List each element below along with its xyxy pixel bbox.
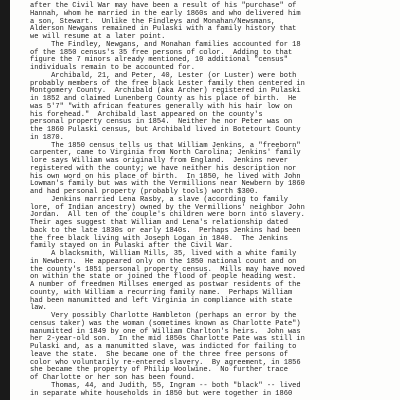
text-line: individuals remain to be accounted for.: [30, 64, 195, 72]
text-line: she became the property of Philip Woolwine. No further trace: [30, 366, 288, 375]
text-line: of Charlotte or her son has been found.: [30, 374, 195, 382]
text-line: Lowman's family but was with the Vermillions near Newbern by 1860: [30, 180, 305, 189]
text-line: Pulaski and, as a manumitted slave, was indicted for failing to: [30, 343, 297, 351]
text-line: the county's 1851 personal property census. Mills may have moved: [30, 265, 305, 274]
text-line: color who voluntarily re-entered slavery. By agreement, in 1856: [30, 358, 301, 367]
text-line: in Newbern. He appeared only on the 1850 national count and on: [30, 257, 297, 266]
text-line: the free black living with Joseph Logan in 1840. The Jenkins: [30, 234, 288, 243]
text-line: leave the state. She became one of the three free persons of: [30, 350, 288, 359]
text-line: Alderson Newgans remained in Pulaski with a family history that: [30, 25, 297, 34]
text-line: and had personal property (probably tools) worth $300.: [30, 188, 259, 196]
text-line: Jenkins married Lena Rasby, a slave (according to family: [30, 195, 288, 204]
text-line: in 1852 and claimed Lunenberg County as his place of birth. He: [30, 95, 297, 103]
text-line: family stayed on in Pulaski after the Civil War.: [30, 242, 233, 251]
text-line: registered with the county; we have neither his description nor: [30, 164, 297, 173]
text-line: Jordan. All ten of the couple's children were born into slavery.: [30, 211, 305, 220]
text-line: his forehead." Archibald last appeared on the county's: [30, 110, 263, 119]
text-line: Thomas, 44, and Judith, 55, Ingram -- both "black" -- lived: [30, 381, 301, 390]
text-line: back to the late 1830s or early 1840s. Perhaps Jenkins had been: [30, 226, 301, 235]
text-line: after the Civil War may have been a result of his "purchase" of: [30, 2, 297, 10]
text-line: census taker) was the woman (sometimes known as Charlotte Pate"): [30, 319, 301, 328]
text-line: lore, of Indian ancestry) owned by the Vermillions' neighbor John: [30, 203, 305, 212]
text-line: personal property census in 1854. Neither he nor Peter was on: [30, 118, 293, 127]
text-line: Their ages suggest that William and Lena's relationship dated: [30, 219, 288, 227]
text-line: A blacksmith, William Mills, 35, lived with a white family: [30, 250, 297, 258]
text-line: her 2-year-old son. In the mid 1850s Charlotte Pate was still in: [30, 335, 305, 344]
text-line: law.: [30, 304, 47, 313]
text-line: Montgomery County. Archibald (aka Archer) registered in Pulaski: [30, 87, 301, 96]
text-line: manumitted in 1849 by one of William Charlton's heirs. John was: [30, 327, 301, 336]
text-line: on within the state or joined the flood of people heading west.: [30, 273, 297, 282]
text-line: figure the 7 minors already mentioned, 10 additional "census": [30, 56, 288, 65]
text-line: The Findley, Newgans, and Monahan families accounted for 18: [30, 40, 301, 49]
text-line: Archibald, 21, and Peter, 40, Lester (or Luster) were both: [30, 71, 297, 80]
text-line: of the 1850 census's 35 free persons of color. Adding to that: [30, 48, 293, 57]
text-line: the 1860 Pulaski census, but Archibald lived in Botetourt County: [30, 126, 301, 134]
text-line: had been manumitted and left Virginia in compliance with state: [30, 296, 293, 305]
text-line: in 1870.: [30, 133, 64, 142]
text-line: was 5'7" "with african features generally with his hair low on: [30, 102, 293, 111]
document-body: [30, 3, 400, 398]
text-line: Hannah, whom he married in the early 1860s and who delivered him: [30, 9, 301, 18]
text-line: carpenter, came to Virginia from North Carolina; Jenkins' family: [30, 149, 301, 158]
text-line: Very possibly Charlotte Hambleton (perhaps an error by the: [30, 312, 297, 320]
text-line: a son, Stewart. Unlike the Findleys and Monahan/Newsmans,: [30, 17, 276, 26]
text-line: his own word on his place of birth. In 1850, he lived with John: [30, 172, 301, 181]
text-line: lore says William was originally from England. Jenkins never: [30, 157, 288, 165]
text-line: we will resume at a later point.: [30, 33, 166, 41]
text-line: The 1850 census tells us that William Jenkins, a "freeborn": [30, 141, 301, 150]
text-line: probably members of the free black Lester family then centered in: [30, 79, 305, 88]
text-line: in separate white households in 1850 but were together in 1860: [30, 389, 293, 398]
text-line: A number of freedmen Millses emerged as postwar residents of the: [30, 281, 301, 289]
text-line: county, with William a recurring family name. Perhaps William: [30, 288, 293, 297]
